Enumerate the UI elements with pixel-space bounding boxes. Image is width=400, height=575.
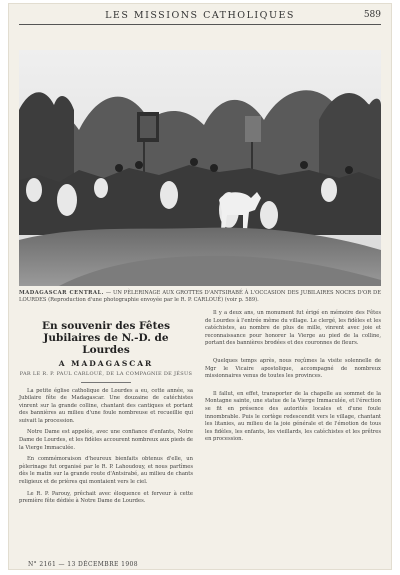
article-paragraph: Le R. P. Parouy, prêchait avec éloquence et ferveur à cette première fête dédiée à Notre Dame de Lourdes. <box>19 490 193 505</box>
article-paragraph: Il y a deux ans, un monument fut érigé en mémoire des Fêtes de Lourdes à l'entrée même du village. Le clergé, les fidèles et les catéchistes, au nombre de plus de mille, vinrent avec joie et reconnaissance pour honorer la Vierge au pied de la colline, portant des bannières brodées et des couronnes de fleurs. <box>205 310 381 347</box>
publication-title: LES MISSIONS CATHOLIQUES <box>105 10 295 21</box>
article-paragraph: Il fallut, en effet, transporter de la chapelle au sommet de la Montagne sainte, une statue de la Vierge Immaculée, et l'érection se fit en présence des autorités locales et d'une foule innombrable. Puis le cortège redescendit vers le village, chantant les litanies, au milieu de la joie générale et de l'émotion de tous les fidèles, les enfants, les vieillards, les catéchistes et les prêtres en procession. <box>205 390 381 443</box>
page-footer: N° 2161 — 13 DÉCEMBRE 1908 <box>28 561 138 568</box>
page-number: 589 <box>363 10 381 20</box>
article-paragraph: Notre Dame est appelée, avec une confiance d'enfants, Notre Dame de Lourdes, et les fidèles accourent nombreux aux pieds de la Vierge Immaculée. <box>19 429 193 451</box>
article-paragraph: En commémoraison d'heureux bienfaits obtenus d'elle, un pèlerinage fut organisé par le R. P. Lahoudouy, et nous partîmes dès le matin sur la grande route d'Antsirabé, au milieu de chants religieux et de prières qui montaient vers le ciel. <box>19 456 193 486</box>
article-left-column <box>19 310 193 510</box>
title-divider <box>81 382 131 383</box>
article-paragraph: Quelques temps après, nous reçûmes la visite solennelle de Mgr le Vicaire apostolique, accompagné de nombreux missionnaires venus de toutes les provinces. <box>205 357 381 380</box>
article-right-column <box>205 310 381 448</box>
article-paragraph: La petite église catholique de Lourdes a eu, cette année, sa Jubilaire fête de Madagascar. Une douzaine de catéchistes vinrent sur la grande colline, chantant des cantiques et portant des bannières au milieu d'une foule nombreuse et recueillie qui suivait la procession. <box>19 387 193 424</box>
issue-date: 13 DÉCEMBRE 1908 <box>67 561 138 568</box>
page-header <box>19 10 381 25</box>
caption-location: MADAGASCAR CENTRAL. <box>19 290 104 296</box>
article-byline: PAR LE R. P. PAUL CARLOUÉ, DE LA COMPAGNIE DE JÉSUS <box>19 371 193 377</box>
caption-text: — UN PÈLERINAGE AUX GROTTES D'ANTSIRABÉ À L'OCCASION DES JUBILAIRES NOCES D'OR DE LOURDES (Reproduction d'une photographie envoyée par le R. P. CARLOUÉ) (voir p. 589). <box>19 290 381 303</box>
article-title: En souvenir des Fêtes Jubilaires de N.-D. de Lourdes <box>41 320 171 356</box>
pilgrimage-photograph <box>19 50 381 286</box>
photo-caption <box>19 290 381 304</box>
issue-number: N° 2161 <box>28 561 57 568</box>
article-subtitle: A MADAGASCAR <box>58 359 154 368</box>
magazine-page <box>9 4 391 569</box>
